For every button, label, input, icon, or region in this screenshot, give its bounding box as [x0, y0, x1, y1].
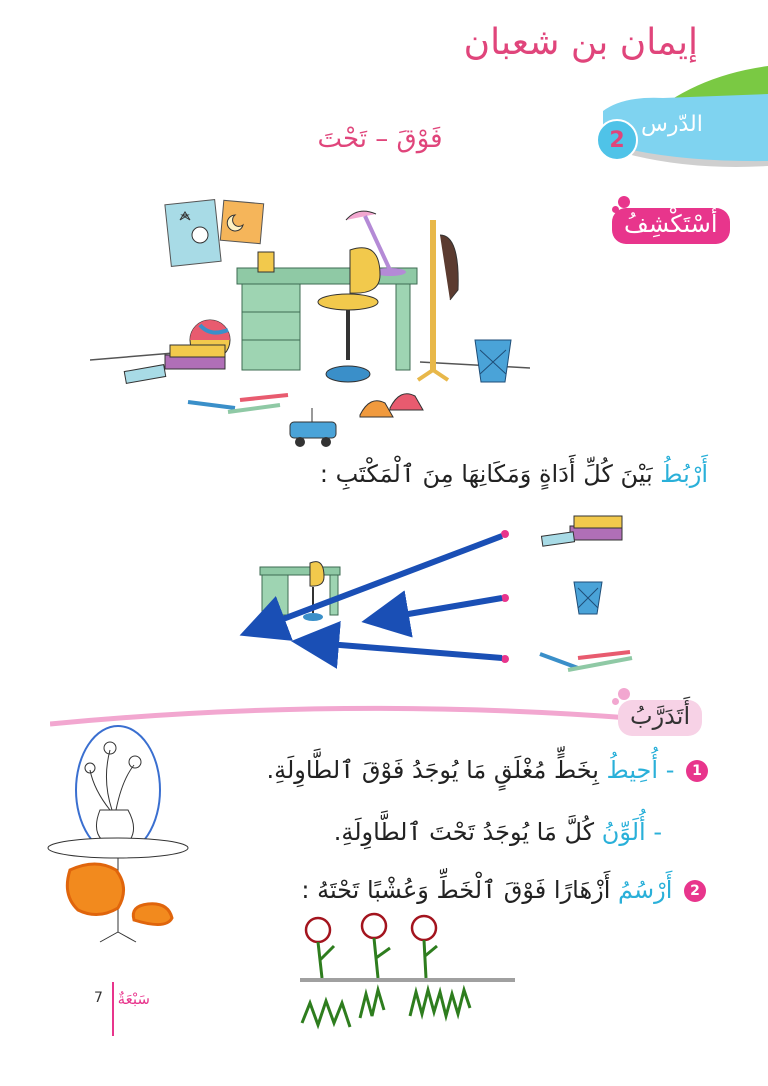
instruction-verb: - أُلَوِّنُ: [601, 818, 662, 846]
flower-drawing: [306, 914, 436, 942]
lesson-title: فَوْقَ – تَحْتَ: [317, 124, 443, 154]
instruction-text: أَزْهَارًا فَوْقَ ٱلْخَطِّ وَعُشْبًا تَحْتَهُ :: [301, 876, 611, 904]
instruction-text: كُلَّ مَا يُوجَدُ تَحْتَ ٱلطَّاوِلَةِ.: [333, 818, 595, 846]
instruction-verb: أَرْسُمُ: [618, 876, 673, 904]
page-number: 7: [94, 990, 103, 1006]
match-dot: [501, 655, 509, 663]
instruction-verb: - أُحِيطُ: [606, 756, 675, 784]
grass-drawing: [302, 990, 470, 1027]
pumpkin-icon: [133, 904, 172, 925]
lesson-label: الدّرس: [641, 112, 703, 137]
lesson-number-badge: 2: [596, 119, 638, 161]
practice-badge: أَتَدَرَّبُ: [618, 700, 702, 736]
instruction-verb: أَرْبُطُ: [660, 460, 708, 488]
explore-badge: أَسْتَكْشِفُ: [612, 208, 730, 244]
item-number-badge: 2: [684, 880, 706, 902]
flower-drawing-area: [290, 908, 530, 1038]
page-word: سَبْعَةٌ: [117, 990, 150, 1008]
arrow-books: [262, 536, 502, 627]
flower-vase-icon: [85, 742, 141, 840]
page-footer: [94, 990, 150, 1036]
practice-item-2: [301, 876, 706, 904]
student-name: إيمان بن شعبان: [463, 22, 698, 63]
pumpkin-icon: [67, 864, 123, 915]
practice-item-1b: [334, 818, 662, 846]
instruction-text: بِخَطٍّ مُغْلَقٍ مَا يُوجَدُ فَوْقَ ٱلطَّاوِلَةِ.: [266, 756, 599, 784]
item-number-badge: 1: [686, 760, 708, 782]
arrow-pencils: [315, 643, 502, 658]
arrow-trash: [385, 598, 502, 618]
instruction-text: بَيْنَ كُلِّ أَدَاةٍ وَمَكَانِهَا مِنَ ٱلْمَكْتَبِ :: [319, 460, 653, 488]
footer-divider: [112, 982, 114, 1036]
table-vase-illustration: [40, 720, 270, 950]
practice-item-1: [266, 756, 708, 784]
